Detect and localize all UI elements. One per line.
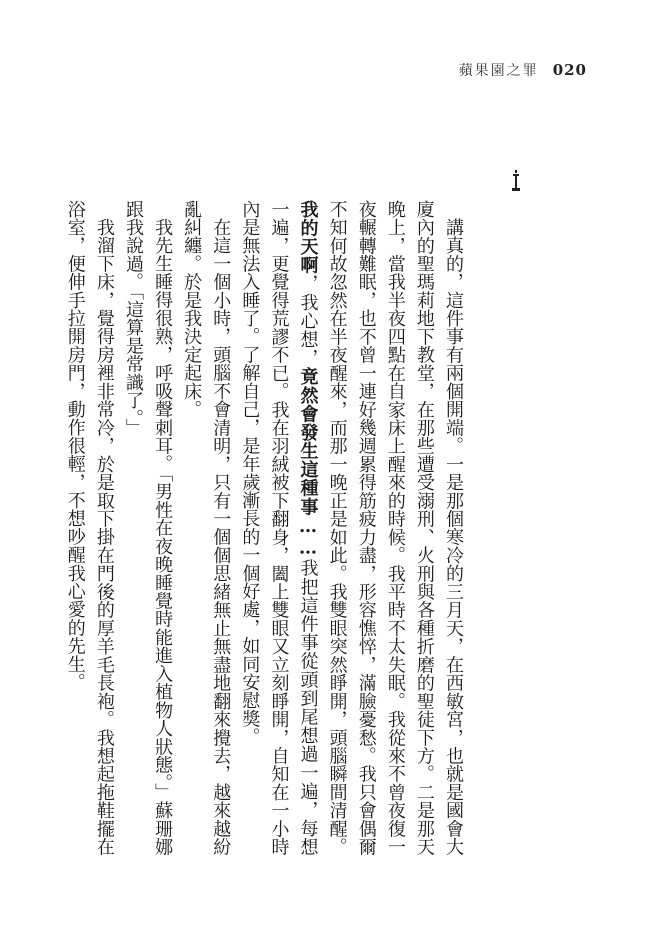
emphasis-text: 竟然會發生這種事…… xyxy=(297,367,319,559)
paragraph-1: 講真的，這件事有兩個開端。一是那個寒冷的三月天，在西敏宮，也就是國會大廈內的聖瑪莉地下教堂，在那些遭受溺刑、火刑與各種折磨的聖徒下方。二是那天晚上，當我半夜四點在自家床上醒來的時候。我平時不太失眠。我從來不曾夜復一夜輾轉難眠，也不曾一連好幾週累得筋疲力盡，形容憔悴，滿臉憂愁。我只會偶爾不知何故忽然在半夜醒來，而那一晚正是如此。我雙眼突然睜開，頭腦瞬間清醒。我的天啊，我心想，竟然會發生這種事……我把這件事從頭到尾想過一遍，每想一遍，更覺得荒謬不已。我在羽絨被下翻身，闔上雙眼又立刻睜開，自知在一小時內是無法入睡了。了解自己，是年歲漸長的一個好處，如同安慰獎。 xyxy=(239,200,464,856)
book-title: 蘋果園之罪 xyxy=(458,63,539,79)
emphasis-text: 我的天啊 xyxy=(297,200,319,275)
paragraph-3: 我先生睡得很熟，呼吸聲刺耳。「男性在夜晚睡覺時能進入植物人狀態。」蘇珊娜跟我說過。「這算是常識了。」 xyxy=(122,200,174,856)
running-header xyxy=(459,60,587,80)
paragraph-2: 在這一個小時，頭腦不會清明，只有一個個思緒無止無盡地翻來攪去，越來越紛亂糾纏。於是我決定起床。 xyxy=(181,200,232,856)
chapter-ornament-icon xyxy=(511,170,521,192)
vertical-text-body xyxy=(61,200,468,856)
paragraph-4: 我溜下床，覺得房裡非常冷，於是取下掛在門後的厚羊毛長袍。我想起拖鞋擺在浴室，便伸手拉開房門，動作很輕，不想吵醒我心愛的先生。 xyxy=(64,200,115,856)
page-number: 020 xyxy=(552,61,587,79)
